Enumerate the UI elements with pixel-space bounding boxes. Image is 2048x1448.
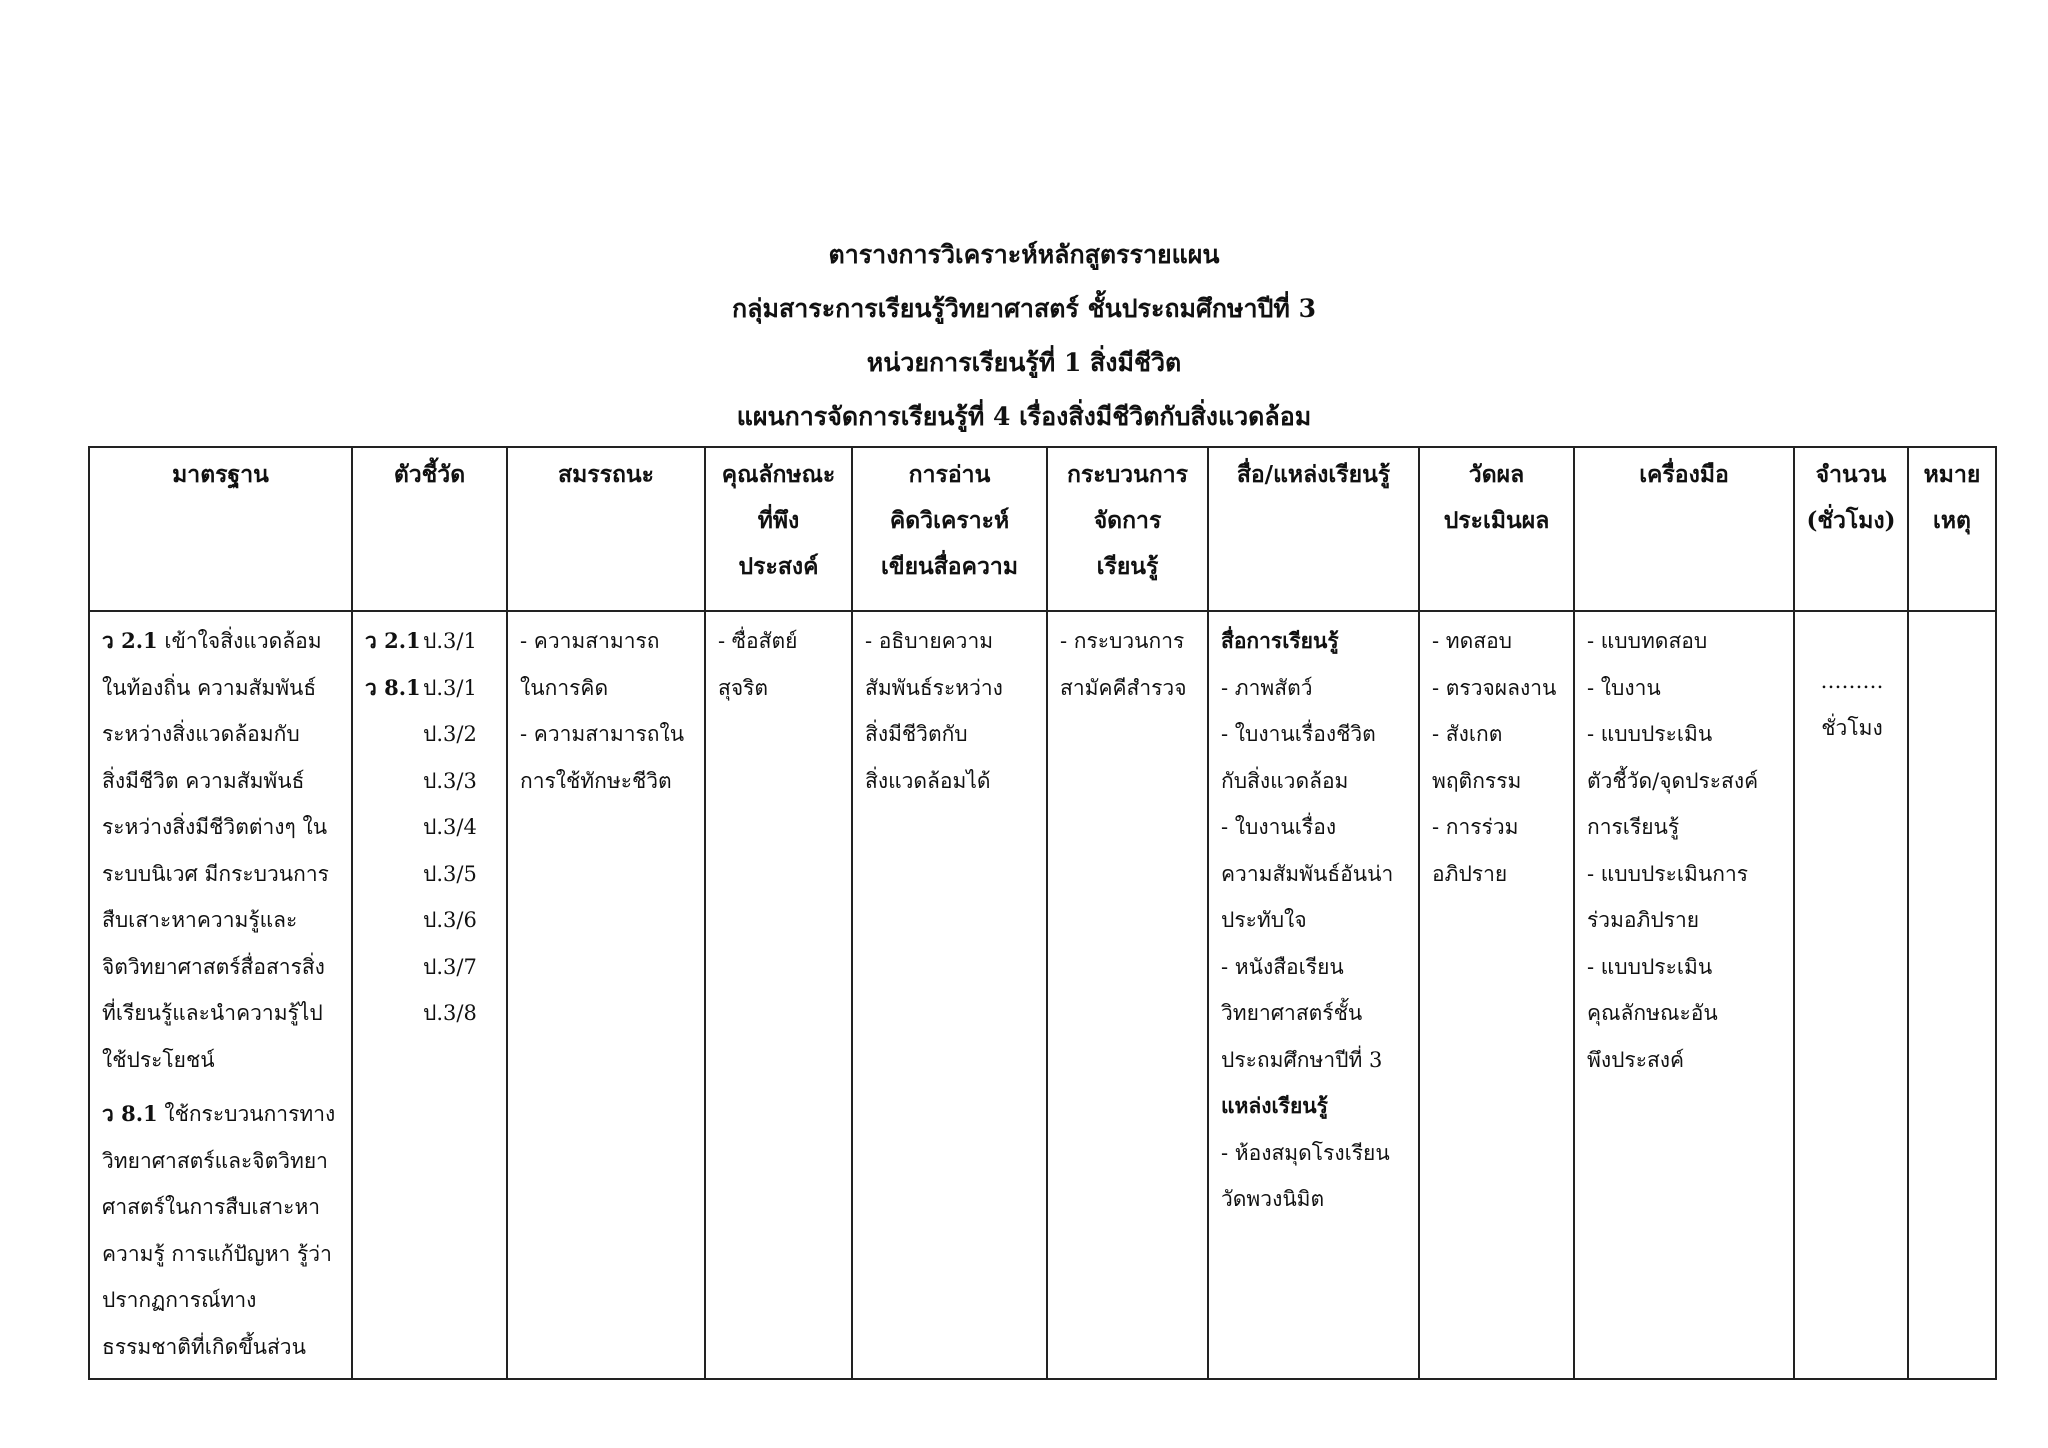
text-line: สื่อ/แหล่งเรียนรู้ (1236, 461, 1391, 488)
text-line: สิ่งแวดล้อมได้ (865, 768, 991, 793)
text-line: - แบบประเมินการ (1587, 861, 1749, 886)
text-line: คุณลักษณะอัน (1587, 1001, 1718, 1025)
standard-text: ธรรมชาติที่เกิดขึ้นส่วน (102, 1334, 306, 1359)
text-line: - แบบทดสอบ (1587, 629, 1708, 653)
text-line: จำนวน (1815, 461, 1887, 488)
header-remarks (1908, 447, 1996, 611)
standard-text: เข้าใจสิ่งแวดล้อม (164, 629, 322, 653)
standard-line (102, 1277, 341, 1324)
content-row (89, 611, 1996, 1379)
standard-line (102, 1184, 341, 1231)
text-line: เหตุ (1933, 507, 1971, 534)
text-line: สุจริต (718, 675, 769, 700)
standard-text: ที่เรียนรู้และนำความรู้ไป (102, 1001, 323, 1025)
indicator-code (365, 944, 423, 991)
header-standard (89, 447, 352, 611)
hours-cell (1794, 611, 1908, 1379)
plan-subtitle: แผนการจัดการเรียนรู้ที่ 4 เรื่องสิ่งมีชีวิตกับสิ่งแวดล้อม (736, 402, 1312, 431)
indicator-row (365, 804, 496, 851)
indicator-code: ว 2.1 (365, 628, 421, 653)
text-line: - ภาพสัตว์ (1221, 675, 1313, 700)
indicator-row (365, 897, 496, 944)
standard-line (102, 851, 341, 898)
text-line: ประสงค์ (738, 553, 819, 580)
text-line: ประเมินผล (1443, 507, 1550, 534)
text-line: ชั่วโมง (1821, 715, 1883, 740)
unit-subtitle: หน่วยการเรียนรู้ที่ 1 สิ่งมีชีวิต (866, 348, 1182, 377)
header-process (1047, 447, 1208, 611)
text-line: กับสิ่งแวดล้อม (1221, 768, 1349, 793)
text-line: จัดการ (1093, 507, 1162, 534)
text-line: - แบบประเมิน (1587, 954, 1713, 979)
standard-text: สิ่งมีชีวิต ความสัมพันธ์ (102, 768, 305, 793)
indicator-row (365, 851, 496, 898)
standard-line (102, 1324, 341, 1371)
text-line: - สังเกต (1432, 722, 1503, 746)
standard-cell (89, 611, 352, 1379)
text-line: อภิปราย (1432, 861, 1508, 886)
standard-text: ในท้องถิ่น ความสัมพันธ์ (102, 675, 317, 700)
competency-cell (507, 611, 705, 1379)
text-line: - การร่วม (1432, 815, 1519, 839)
media-list (1221, 665, 1408, 1084)
media-heading: สื่อการเรียนรู้ (1221, 628, 1339, 653)
indicator-cell (352, 611, 507, 1379)
standard-line (102, 618, 341, 665)
indicator-row (365, 665, 496, 712)
text-line: - ห้องสมุดโรงเรียน (1221, 1140, 1390, 1165)
indicator-value: ป.3/1 (423, 629, 477, 653)
sources-heading: แหล่งเรียนรู้ (1221, 1093, 1328, 1118)
text-line: - แบบประเมิน (1587, 722, 1713, 746)
header-hours (1794, 447, 1908, 611)
text-line: ประถมศึกษาปีที่ 3 (1221, 1047, 1383, 1072)
header-resources (1208, 447, 1419, 611)
text-line: ประทับใจ (1221, 908, 1307, 932)
indicator-value: ป.3/2 (423, 722, 477, 746)
standard-text: สืบเสาะหาความรู้และ (102, 908, 298, 932)
standard-block (102, 1091, 341, 1370)
text-line: พฤติกรรม (1432, 768, 1522, 793)
process-cell (1047, 611, 1208, 1379)
standard-line (102, 944, 341, 991)
indicator-code (365, 711, 423, 758)
text-line: - หนังสือเรียน (1221, 954, 1344, 979)
main-title: ตารางการวิเคราะห์หลักสูตรรายแผน (828, 240, 1220, 269)
indicator-code: ว 8.1 (365, 674, 421, 700)
text-line: การใช้ทักษะชีวิต (520, 768, 672, 793)
text-line: - ความสามารถ (520, 629, 660, 653)
resources-cell (1208, 611, 1419, 1379)
standard-text: ระหว่างสิ่งมีชีวิตต่างๆ ใน (102, 815, 328, 839)
standard-text: ปรากฏการณ์ทาง (102, 1288, 257, 1312)
text-line: - กระบวนการ (1060, 629, 1185, 653)
text-line: การเรียนรู้ (1587, 815, 1680, 839)
header-attributes (705, 447, 852, 611)
evaluation-cell (1419, 611, 1574, 1379)
indicator-value: ป.3/1 (423, 675, 477, 700)
indicator-value: ป.3/8 (423, 1001, 477, 1025)
text-line: - ใบงานเรื่อง (1221, 815, 1337, 839)
standard-code: ว 2.1 (102, 628, 158, 653)
attributes-cell (705, 611, 852, 1379)
text-line: วิทยาศาสตร์ชั้น (1221, 1001, 1363, 1025)
standard-line (102, 711, 341, 758)
indicator-code (365, 758, 423, 805)
text-line: - ตรวจผลงาน (1432, 675, 1557, 700)
reading-cell (852, 611, 1047, 1379)
standard-block (102, 618, 341, 1083)
standard-text: ใช้กระบวนการทาง (164, 1102, 336, 1126)
standard-line (102, 1091, 341, 1138)
standard-line (102, 804, 341, 851)
remarks-cell (1908, 611, 1996, 1379)
text-line: - ซื่อสัตย์ (718, 629, 798, 653)
text-line: ในการคิด (520, 675, 609, 700)
indicator-row (365, 618, 496, 665)
text-line: ตัวชี้วัด (393, 461, 466, 488)
text-line: ร่วมอภิปราย (1587, 908, 1700, 932)
standard-line (102, 758, 341, 805)
curriculum-analysis-table (88, 446, 1997, 1380)
standard-line (102, 665, 341, 712)
standard-text: ศาสตร์ในการสืบเสาะหา (102, 1195, 321, 1219)
header-indicator (352, 447, 507, 611)
standard-text: จิตวิทยาศาสตร์สื่อสารสิ่ง (102, 954, 325, 979)
document-titles (0, 228, 2048, 444)
text-line: คิดวิเคราะห์ (889, 507, 1010, 534)
text-line: สมรรถนะ (558, 461, 654, 488)
standard-line (102, 1138, 341, 1185)
standard-text: ความรู้ การแก้ปัญหา รู้ว่า (102, 1241, 332, 1266)
indicator-row (365, 711, 496, 758)
indicator-value: ป.3/3 (423, 768, 477, 793)
indicator-value: ป.3/4 (423, 815, 477, 839)
text-line: ……… (1820, 669, 1884, 693)
tools-cell (1574, 611, 1794, 1379)
text-line: สัมพันธ์ระหว่าง (865, 675, 1003, 700)
text-line: วัดผล (1468, 461, 1525, 488)
text-line: (ชั่วโมง) (1806, 507, 1896, 534)
text-line: - อธิบายความ (865, 629, 994, 653)
text-line: กระบวนการ (1066, 461, 1189, 488)
standard-text: วิทยาศาสตร์และจิตวิทยา (102, 1148, 328, 1173)
indicator-row (365, 758, 496, 805)
header-tools (1574, 447, 1794, 611)
text-line: พึงประสงค์ (1587, 1047, 1685, 1072)
standard-text: ระบบนิเวศ มีกระบวนการ (102, 861, 329, 886)
indicator-row (365, 944, 496, 991)
header-competency (507, 447, 705, 611)
text-line: - ความสามารถใน (520, 722, 685, 746)
text-line: - ทดสอบ (1432, 629, 1513, 653)
indicator-value: ป.3/6 (423, 908, 477, 932)
indicator-code (365, 897, 423, 944)
indicator-value: ป.3/7 (423, 954, 477, 979)
subject-subtitle: กลุ่มสาระการเรียนรู้วิทยาศาสตร์ ชั้นประถมศึกษาปีที่ 3 (732, 294, 1316, 323)
standard-line (102, 1231, 341, 1278)
text-line: ความสัมพันธ์อันน่า (1221, 861, 1394, 886)
text-line: ที่พึง (757, 507, 800, 534)
text-line: ตัวชี้วัด/จุดประสงค์ (1587, 768, 1759, 793)
header-evaluation (1419, 447, 1574, 611)
text-line: - ใบงานเรื่องชีวิต (1221, 722, 1376, 746)
text-line: คุณลักษณะ (721, 461, 836, 488)
text-line: สิ่งมีชีวิตกับ (865, 722, 968, 746)
standard-text: ใช้ประโยชน์ (102, 1047, 215, 1072)
text-line: เรียนรู้ (1096, 553, 1159, 580)
text-line: เครื่องมือ (1639, 461, 1729, 488)
indicator-code (365, 804, 423, 851)
indicator-code (365, 990, 423, 1037)
text-line: - ใบงาน (1587, 675, 1661, 700)
standard-line (102, 897, 341, 944)
text-line: หมาย (1923, 461, 1981, 488)
standard-code: ว 8.1 (102, 1101, 158, 1126)
header-row (89, 447, 1996, 611)
indicator-code (365, 851, 423, 898)
text-line: สามัคคีสำรวจ (1060, 675, 1187, 700)
text-line: เขียนสื่อความ (880, 553, 1018, 580)
text-line: วัดพวงนิมิต (1221, 1187, 1325, 1211)
text-line: มาตรฐาน (172, 461, 269, 488)
standard-line (102, 990, 341, 1037)
standard-text: ระหว่างสิ่งแวดล้อมกับ (102, 722, 300, 746)
indicator-value: ป.3/5 (423, 861, 477, 886)
text-line: การอ่าน (908, 461, 991, 488)
standard-line (102, 1037, 341, 1084)
indicator-row (365, 990, 496, 1037)
sources-list (1221, 1130, 1408, 1223)
header-reading (852, 447, 1047, 611)
